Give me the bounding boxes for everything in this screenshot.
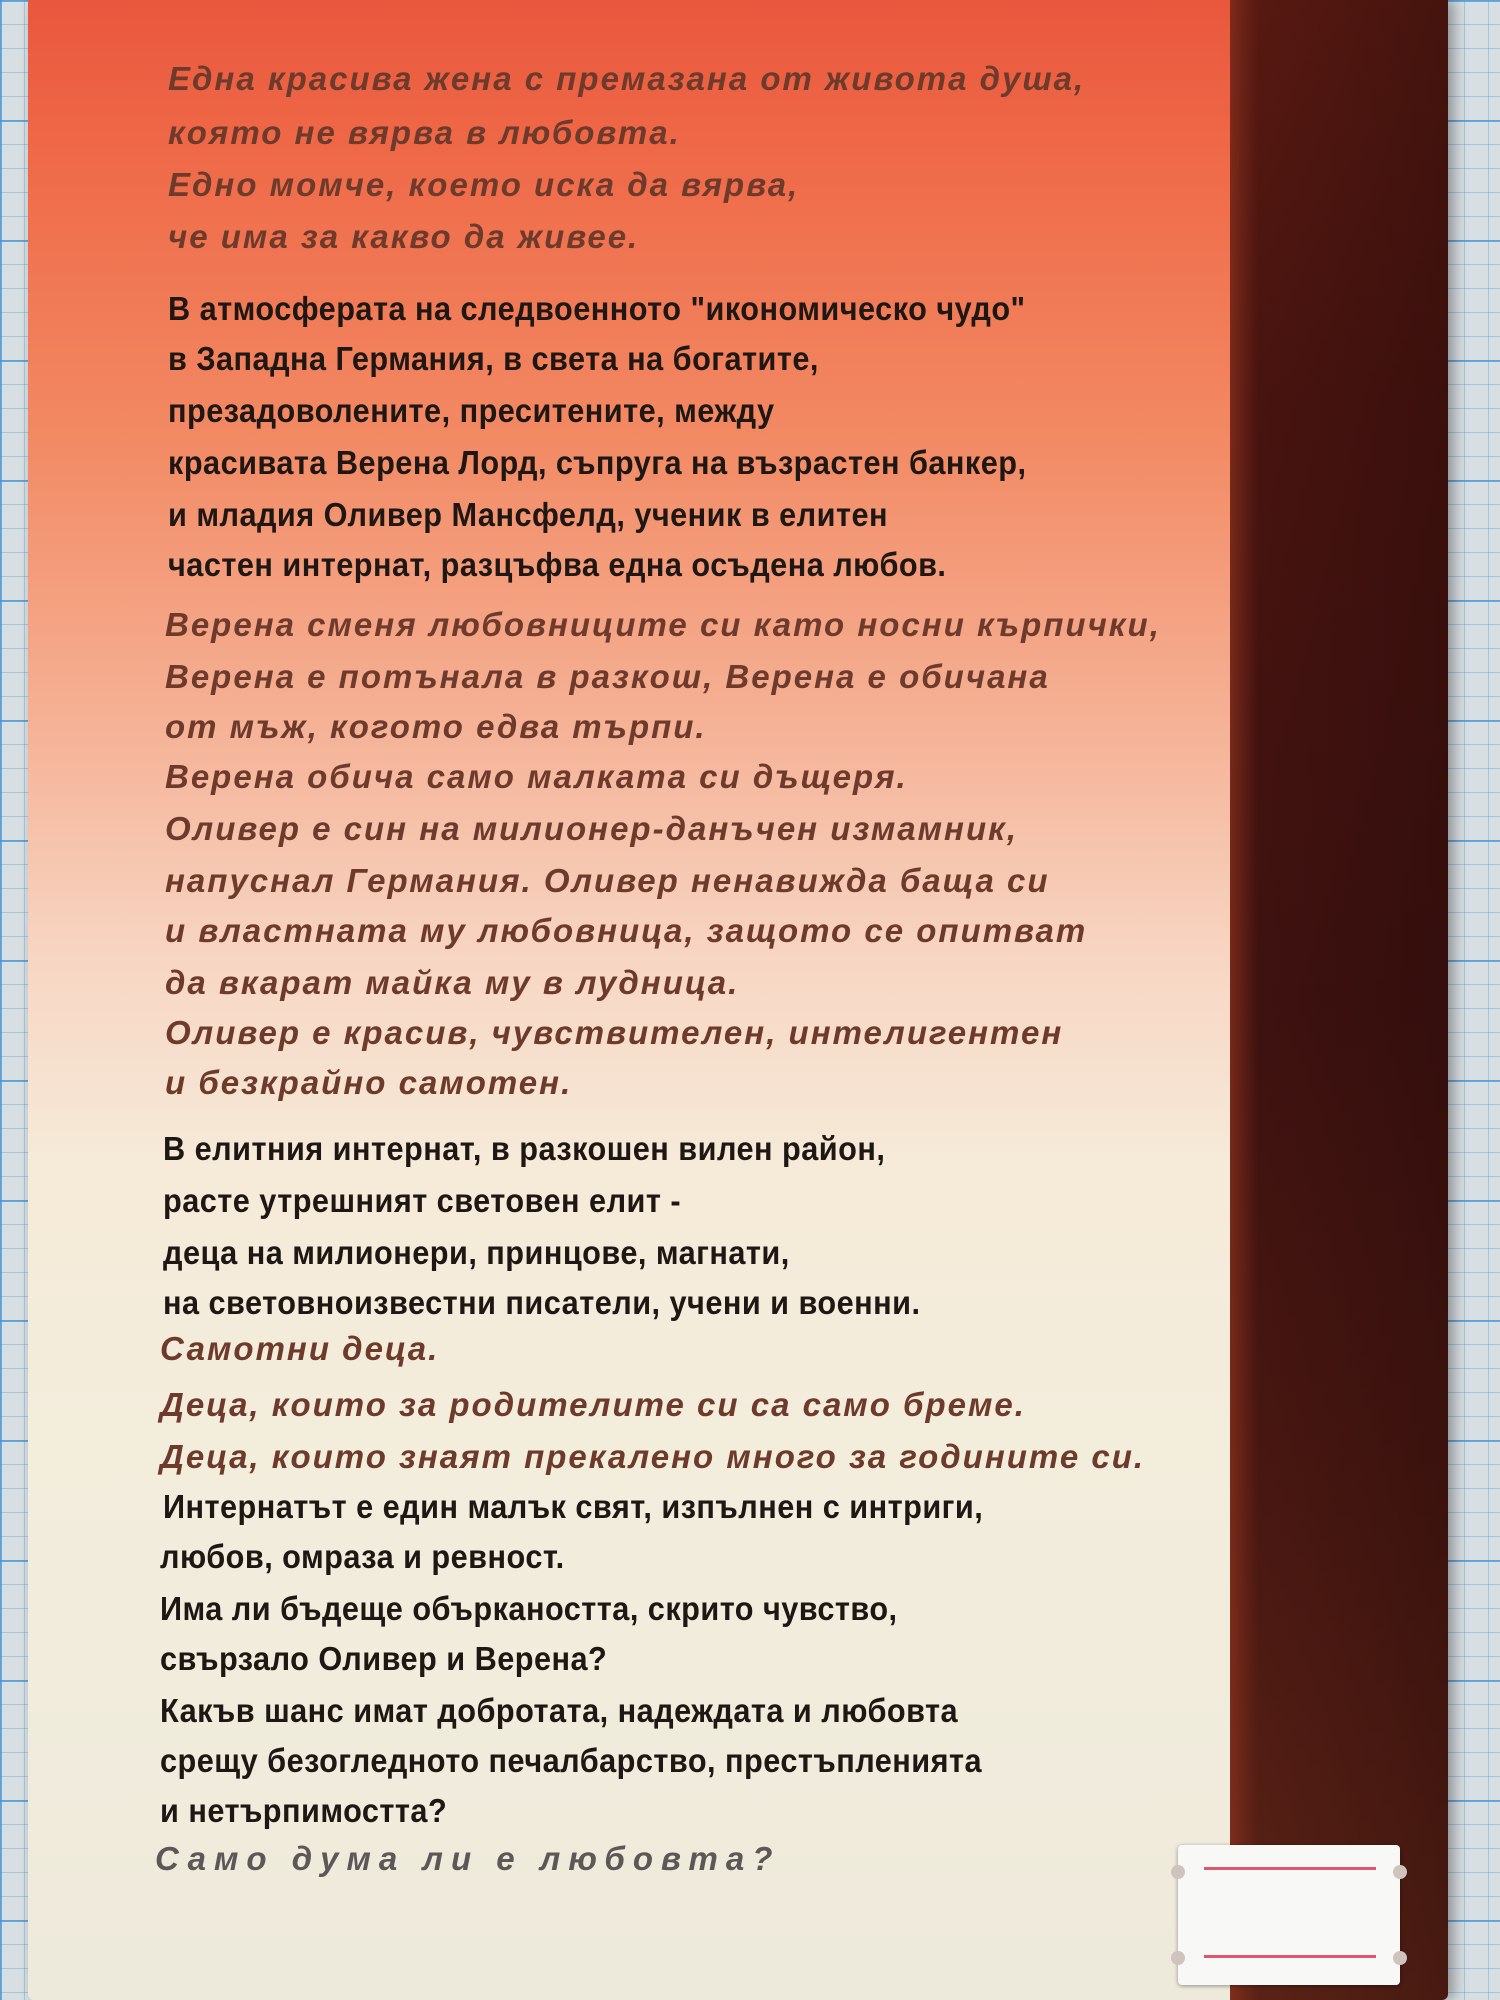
blurb-line: Верена е потънала в разкош, Верена е обичана bbox=[165, 658, 1050, 695]
blurb-line: срещу безогледното печалбарство, престъпленията bbox=[160, 1742, 983, 1779]
blurb-line: от мъж, когото едва търпи. bbox=[165, 708, 707, 745]
blurb-line: и нетърпимостта? bbox=[160, 1792, 448, 1829]
blurb-line: Едно момче, което иска да вярва, bbox=[168, 166, 800, 203]
blurb-line: Оливер е красив, чувствителен, интелигентен bbox=[165, 1014, 1064, 1051]
blurb-line: и младия Оливер Мансфелд, ученик в елитен bbox=[168, 496, 889, 533]
blurb-line: и властната му любовница, защото се опитват bbox=[165, 912, 1088, 949]
blurb-line: Какъв шанс имат добротата, надеждата и любовта bbox=[160, 1692, 959, 1729]
spine-shading bbox=[1230, 0, 1448, 2000]
blurb-closing-line: Само дума ли е любовта? bbox=[155, 1840, 781, 1877]
blurb-line: деца на милионери, принцове, магнати, bbox=[163, 1234, 790, 1271]
blurb-line: Една красива жена с премазана от живота душа, bbox=[168, 60, 1086, 97]
blurb-line: Верена сменя любовниците си като носни кърпички, bbox=[165, 606, 1161, 643]
blurb-line: В елитния интернат, в разкошен вилен район, bbox=[163, 1130, 886, 1167]
blurb-line: Има ли бъдеще объркаността, скрито чувство, bbox=[160, 1590, 898, 1627]
blurb-line: да вкарат майка му в лудница. bbox=[165, 964, 740, 1001]
blurb-line: Верена обича само малката си дъщеря. bbox=[165, 758, 908, 795]
blurb-line: и безкрайно самотен. bbox=[165, 1064, 573, 1101]
sticker-stripe-bottom bbox=[1204, 1955, 1376, 1958]
blurb-line: Деца, които знаят прекалено много за годините си. bbox=[160, 1438, 1146, 1475]
blurb-line: В атмосферата на следвоенното "икономическо чудо" bbox=[168, 290, 1026, 327]
blurb-line: свързало Оливер и Верена? bbox=[160, 1640, 608, 1677]
blurb-line: на световноизвестни писатели, учени и военни. bbox=[163, 1284, 921, 1321]
blurb-line: презадоволените, преситените, между bbox=[168, 392, 775, 429]
blurb-line: която не вярва в любовта. bbox=[168, 114, 681, 151]
blurb-line: Оливер е син на милионер-данъчен измамник, bbox=[165, 810, 1019, 847]
blurb-line: Интернатът е един малък свят, изпълнен с интриги, bbox=[163, 1488, 984, 1525]
blurb-line: че има за какво да живее. bbox=[168, 218, 640, 255]
blurb-line: частен интернат, разцъфва една осъдена любов. bbox=[168, 546, 947, 583]
price-sticker bbox=[1178, 1845, 1400, 1985]
blurb-line: Деца, които за родителите си са само бреме. bbox=[160, 1386, 1026, 1423]
blurb-line: расте утрешният световен елит - bbox=[163, 1182, 682, 1219]
blurb-line: Самотни деца. bbox=[160, 1330, 440, 1367]
blurb-line: красивата Верена Лорд, съпруга на възрастен банкер, bbox=[168, 444, 1027, 481]
blurb-line: в Западна Германия, в света на богатите, bbox=[168, 340, 819, 377]
sticker-stripe-top bbox=[1204, 1867, 1376, 1870]
blurb-line: напуснал Германия. Оливер ненавижда баща си bbox=[165, 862, 1050, 899]
blurb-line: любов, омраза и ревност. bbox=[160, 1538, 565, 1575]
